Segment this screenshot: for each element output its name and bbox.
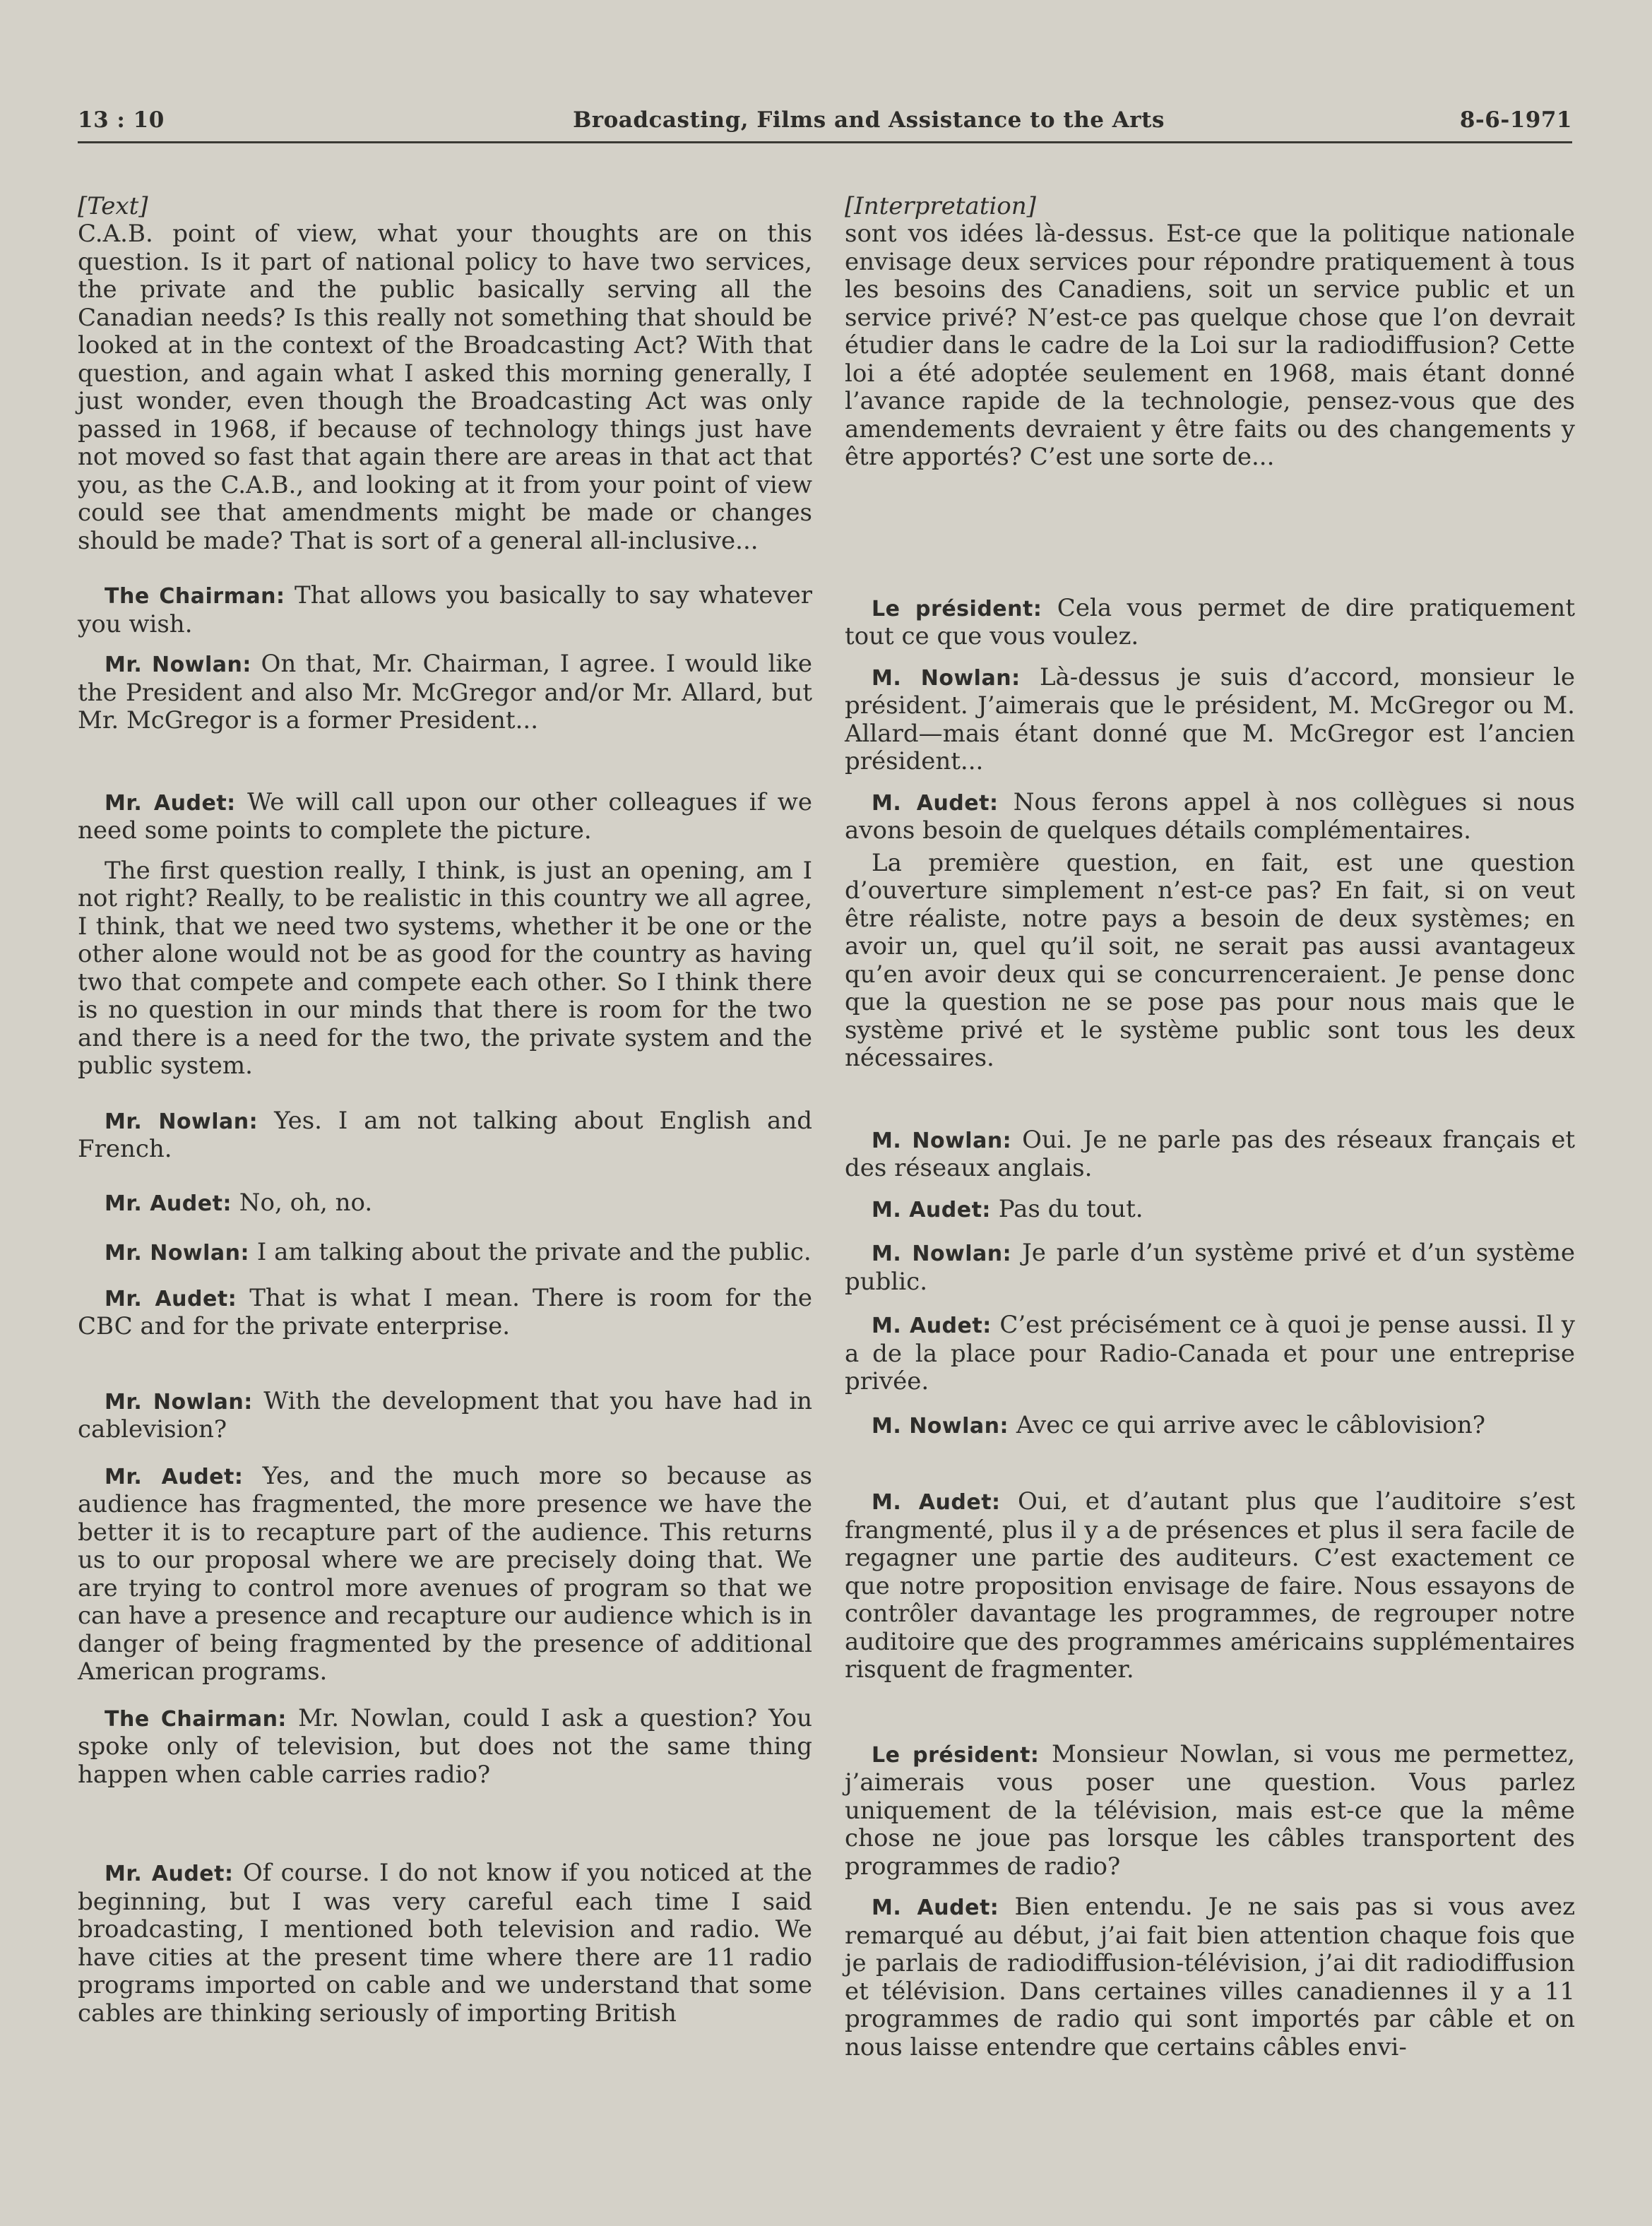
speech-paragraph — [78, 1705, 812, 1790]
speech-text: Yes, and the much more so because as audience has fragmented, the more presence we have the better it is to recapture part of the audience. This returns us to our proposal where we are precisely doing that. We are trying to control more avenues of program so that we can have a presence and recapture our audience which is in danger of being fragmented by the presence of additional American programs. — [78, 1461, 813, 1686]
speech-paragraph — [845, 1239, 1575, 1296]
speech-text: With the development that you have had in cablevision? — [78, 1386, 812, 1444]
speech-text: Mr. Nowlan, could I ask a question? You spoke only of television, but does not the same thing happen when cable carries radio? — [78, 1703, 812, 1789]
french-column — [845, 192, 1575, 2061]
speech-text: Je parle d’un système privé et d’un système public. — [845, 1239, 1576, 1296]
speaker-name: Mr. Nowlan: — [105, 1389, 253, 1415]
speech-paragraph — [78, 1859, 812, 2028]
speech-paragraph — [78, 1189, 812, 1218]
speech-text: Pas du tout. — [990, 1194, 1143, 1223]
speech-text: Nous ferons appel à nos collègues si nous avons besoin de quelques détails complémentaires. — [845, 787, 1576, 845]
speech-paragraph — [845, 1196, 1575, 1225]
speech-paragraph — [78, 1107, 812, 1164]
speech-text: I am talking about the private and the public. — [249, 1238, 812, 1266]
paragraph: The first question really, I think, is just an opening, am I not right? Really, to be realistic in this country we all agree, I think, that we need two systems, whether it be one or the other alone would not be as good for the country as having two that compete and compete each other. So I think there is no question in our minds that there is room for the two and there is a need for the two, the private system and the public system. — [78, 856, 812, 1080]
speech-paragraph — [78, 1463, 812, 1686]
speaker-name: Mr. Audet: — [105, 1191, 232, 1216]
speaker-name: Mr. Audet: — [105, 790, 236, 816]
running-title: Broadcasting, Films and Assistance to the Arts — [573, 107, 1165, 133]
speaker-name: Mr. Audet: — [105, 1286, 237, 1311]
speaker-name: M. Nowlan: — [872, 1413, 1009, 1439]
speaker-name: M. Audet: — [872, 1314, 992, 1338]
speech-paragraph — [845, 1311, 1575, 1396]
speech-paragraph — [845, 595, 1575, 651]
speech-text: C’est précisément ce à quoi je pense aussi. Il y a de la place pour Radio-Canada et pour une entreprise privée. — [845, 1311, 1575, 1395]
speech-paragraph — [845, 1126, 1575, 1183]
speech-text: Cela vous permet de dire pratiquement tout ce que vous voulez. — [845, 593, 1575, 650]
speech-text: Yes. I am not talking about English and French. — [78, 1106, 812, 1163]
speech-paragraph — [845, 1488, 1575, 1684]
speech-text: Monsieur Nowlan, si vous me permettez, j’aimerais vous poser une question. Vous parlez uniquement de la télévision, mais est-ce que la même chose ne joue pas lorsque les câbles transportent des programmes de radio? — [845, 1739, 1575, 1881]
speech-text: Là-dessus je suis d’accord, monsieur le président. J’aimerais que le président, M. McGregor ou M. Allard—mais étant donné que M. McGregor est l’ancien président... — [845, 662, 1575, 775]
speaker-name: M. Audet: — [872, 1490, 1001, 1515]
speaker-name: M. Audet: — [872, 1197, 991, 1222]
speech-text: Avec ce qui arrive avec le câblovision? — [1009, 1410, 1485, 1439]
speech-paragraph — [845, 1412, 1575, 1441]
english-column — [78, 192, 812, 2028]
speech-paragraph — [78, 1285, 812, 1341]
speech-text: Of course. I do not know if you noticed at the beginning, but I was very careful each time I said broadcasting, I mentioned both television and radio. We have cities at the present time where there are 11 radio programs imported on cable and we understand that some cables are thinking seriously of importing British — [78, 1859, 812, 2028]
page-number: 13 : 10 — [78, 107, 165, 133]
speech-text: Bien entendu. Je ne sais pas si vous avez remarqué au début, j’ai fait bien attention chaque fois que je parlais de radiodiffusion-télévision, j’ai dit radiodiffusion et télévision. Dans certaines villes canadiennes il y a 11 programmes de radio qui sont importés par câble et on nous laisse entendre que certains câbles envi- — [845, 1893, 1575, 2061]
paragraph: C.A.B. point of view, what your thoughts are on this question. Is it part of national policy to have two services, the private and the public basically serving all the Canadian needs? Is this really not something that should be looked at in the context of the Broadcasting Act? With that question, and again what I asked this morning generally, I just wonder, even though the Broadcasting Act was only passed in 1968, if because of technology things just have not moved so fast that again there are areas in that act that you, as the C.A.B., and looking at it from your point of view could see that amendments might be made or changes should be made? That is sort of a general all-inclusive... — [78, 220, 812, 555]
speaker-name: The Chairman: — [105, 1706, 287, 1732]
page-header — [78, 105, 1572, 143]
speaker-name: M. Nowlan: — [872, 665, 1021, 691]
speaker-name: Le président: — [872, 596, 1042, 621]
speech-paragraph — [845, 789, 1575, 845]
speech-paragraph — [78, 1239, 812, 1268]
speech-paragraph — [78, 789, 812, 845]
text-marker: [Text] — [78, 192, 148, 220]
speech-text: That is what I mean. There is room for the CBC and for the private enterprise. — [78, 1283, 812, 1340]
speech-text: On that, Mr. Chairman, I agree. I would like the President and also Mr. McGregor and/or Mr. Allard, but Mr. McGregor is a former President... — [78, 650, 812, 734]
paragraph: La première question, en fait, est une question d’ouverture simplement n’est-ce pas? En fait, si on veut être réaliste, notre pays a besoin de deux systèmes; en avoir un, quel qu’il soit, ne serait pas aussi avantageux qu’en avoir deux qui se concurrenceraient. Je pense donc que la question ne se pose pas pour nous mais que le système privé et le système public sont tous les deux nécessaires. — [845, 848, 1575, 1072]
speaker-name: Mr. Nowlan: — [105, 653, 251, 677]
speech-paragraph — [78, 1388, 812, 1444]
speaker-name: M. Audet: — [872, 1895, 999, 1920]
speaker-name: Mr. Audet: — [105, 1464, 244, 1489]
speech-text: That allows you basically to say whatever you wish. — [78, 581, 812, 638]
interpretation-marker: [Interpretation] — [845, 192, 1036, 220]
speaker-name: M. Audet: — [872, 790, 999, 816]
speaker-name: Mr. Audet: — [105, 1862, 234, 1886]
speaker-name: Mr. Nowlan: — [105, 1241, 250, 1266]
speaker-name: M. Nowlan: — [872, 1242, 1012, 1266]
speaker-name: Mr. Nowlan: — [105, 1109, 259, 1134]
speech-paragraph — [845, 1741, 1575, 1881]
speech-paragraph — [78, 650, 812, 735]
speaker-name: The Chairman: — [105, 584, 285, 609]
speaker-name: M. Nowlan: — [872, 1128, 1012, 1153]
paragraph: sont vos idées là-dessus. Est-ce que la politique nationale envisage deux services pour répondre pratiquement à tous les besoins des Canadiens, soit un service public et un service privé? N’est-ce pas quelque chose que l’on devrait étudier dans le cadre de la Loi sur la radiodiffusion? Cette loi a été adoptée seulement en 1968, mais étant donné l’avance rapide de la technologie, pensez-vous que des amendements devraient y être faits ou des changements y être apportés? C’est une sorte de... — [845, 220, 1575, 471]
speech-paragraph — [78, 582, 812, 638]
speaker-name: Le président: — [872, 1742, 1040, 1768]
speech-paragraph — [845, 664, 1575, 776]
speech-text: Oui, et d’autant plus que l’auditoire s’est frangmenté, plus il y a de présences et plus il sera facile de regagner une partie des auditeurs. C’est exactement ce que notre proposition envisage de faire. Nous essayons de contrôler davantage les programmes, de regrouper notre auditoire que des programmes américains supplémentaires risquent de fragmenter. — [845, 1487, 1575, 1684]
speech-text: No, oh, no. — [231, 1188, 373, 1217]
speech-text: We will call upon our other colleagues if we need some points to complete the picture. — [78, 787, 812, 845]
speech-text: Oui. Je ne parle pas des réseaux français et des réseaux anglais. — [845, 1125, 1575, 1182]
header-date: 8-6-1971 — [1459, 107, 1572, 133]
speech-paragraph — [845, 1893, 1575, 2061]
